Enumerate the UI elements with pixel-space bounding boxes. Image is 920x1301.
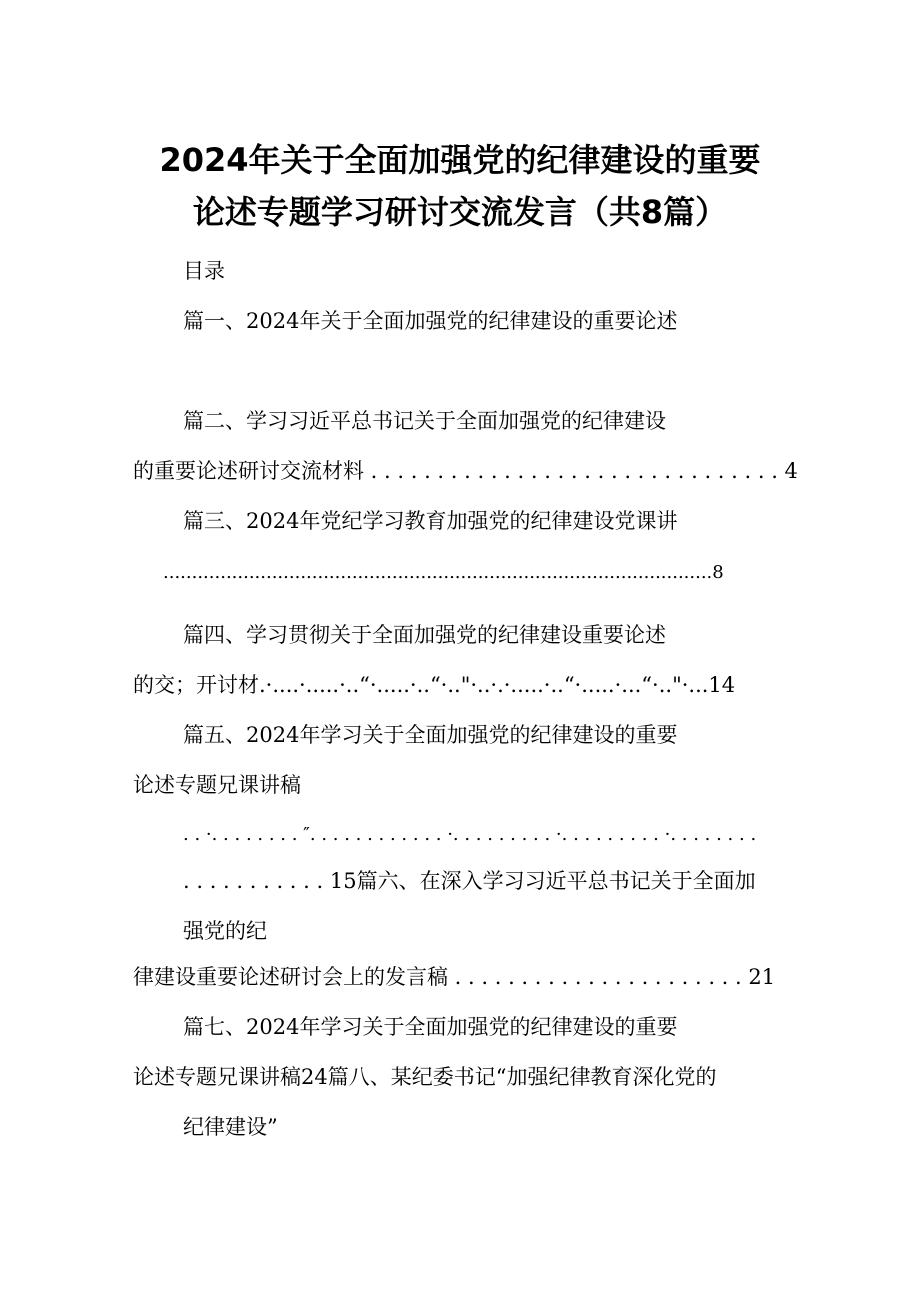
toc-entry-8-cont: 纪律建设” [183, 1115, 278, 1139]
toc-entry-7: 篇七、2024年学习关于全面加强党的纪律建设的重要 [183, 1015, 678, 1039]
toc-entry-6-cont: 强党的纪 [183, 919, 267, 943]
toc-entry-4: 篇四、学习贯彻关于全面加强党的纪律建设重要论述 [183, 623, 666, 647]
toc-entry-5-leader: . . ·. . . . . . . . ″. . . . . . . . . . . . ·. . . . . . . . . ·. . . . . . . . . ·. . . . . . . . [183, 824, 757, 845]
toc-entry-5: 篇五、2024年学习关于全面加强党的纪律建设的重要 [183, 723, 678, 747]
toc-entry-6: . . . . . . . . . . . 15篇六、在深入学习习近平总书记关于全面加 [183, 869, 756, 893]
toc-entry-2-cont: 的重要论述研讨交流材料 . . . . . . . . . . . . . . . . . . . . . . . . . . . . . . . 4 [133, 459, 798, 483]
toc-entry-7-cont: 论述专题兄课讲稿24篇八、某纪委书记“加强纪律教育深化党的 [133, 1065, 717, 1089]
toc-entry-3-leader: ................................................................................................8 [163, 562, 724, 583]
toc-entry-5-cont: 论述专题兄课讲稿 [133, 773, 301, 797]
document-title-line-2: 论述专题学习研讨交流发言（共8篇） [192, 193, 728, 231]
toc-entry-1: 篇一、2024年关于全面加强党的纪律建设的重要论述 [183, 309, 678, 333]
toc-entry-6-page: 律建设重要论述研讨会上的发言稿 . . . . . . . . . . . . . . . . . . . . . . 21 [133, 965, 776, 989]
toc-entry-4-cont: 的交；开讨材.·....·.....·..“·.....·..“·.."·..·.·.....·..“·.....·...“·.."·...14 [133, 673, 736, 697]
document-title-line-1: 2024年关于全面加强党的纪律建设的重要 [159, 141, 761, 179]
toc-entry-3: 篇三、2024年党纪学习教育加强党的纪律建设党课讲 [183, 509, 678, 533]
toc-entry-2: 篇二、学习习近平总书记关于全面加强党的纪律建设 [183, 409, 666, 433]
toc-heading: 目录 [183, 259, 225, 283]
